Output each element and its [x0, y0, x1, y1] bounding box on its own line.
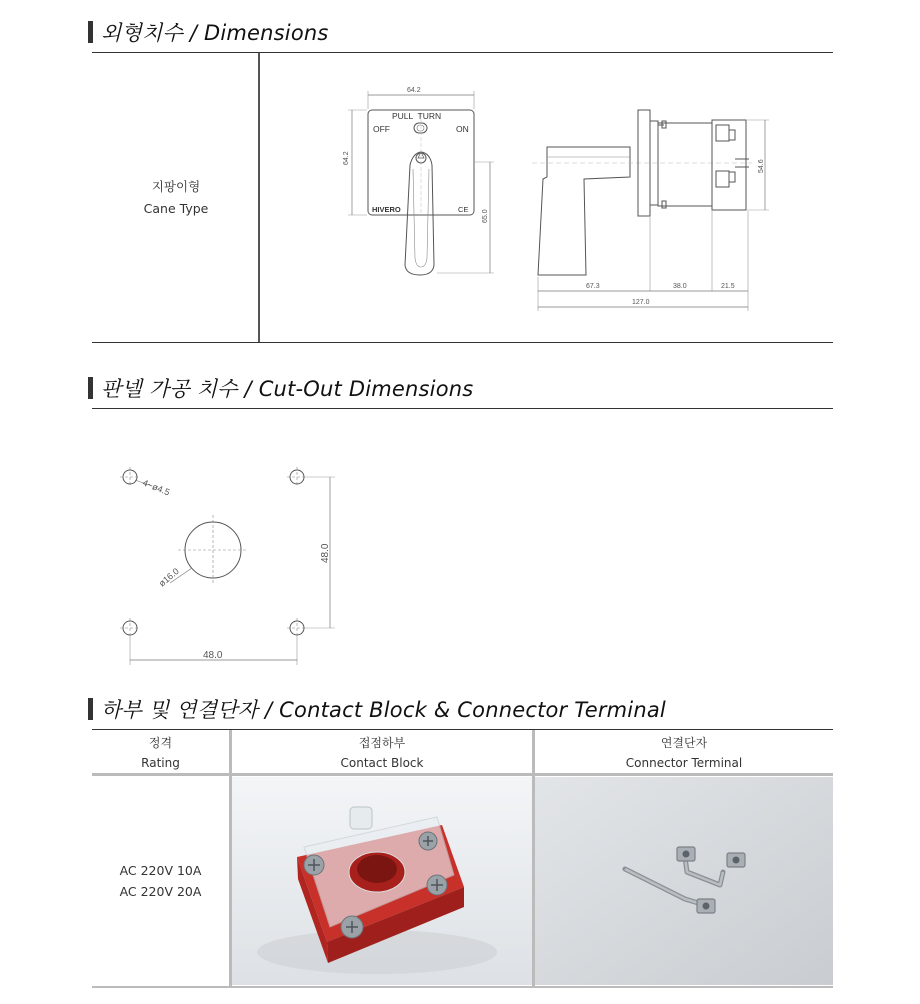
pull-turn-label: PULL TURN	[392, 111, 442, 121]
contact-block-illustration	[232, 777, 532, 985]
dimensions-table	[92, 53, 833, 343]
cutout-section-title	[88, 373, 473, 403]
side-view-labels	[586, 159, 765, 306]
header-contact-block	[232, 730, 532, 775]
rating-10a: AC 220V 10A	[119, 863, 202, 878]
cutout-rule	[92, 408, 833, 409]
dimensions-section-title	[88, 17, 329, 47]
dimension-drawing	[92, 53, 833, 343]
type-english: Cane Type	[143, 201, 209, 216]
contact-section-title	[88, 694, 666, 724]
connector-terminal-photo	[535, 777, 833, 985]
off-label: OFF	[373, 124, 390, 134]
header-connector-terminal	[535, 730, 833, 775]
side-total: 127.0	[632, 299, 650, 306]
side-dim-1: 67.3	[586, 283, 600, 290]
side-height: 54.6	[758, 159, 765, 173]
side-dim-2: 38.0	[673, 283, 687, 290]
title-bar	[88, 698, 93, 720]
dimensions-bottom-rule	[92, 342, 833, 343]
cane-handle	[405, 152, 434, 275]
header-terminal-ko: 연결단자	[660, 735, 708, 750]
contact-title-text: 하부 및 연결단자 / Contact Block & Connector Terminal	[101, 698, 666, 722]
horizontal-dim-label: 48.0	[203, 650, 223, 661]
front-width-label: 64.2	[407, 87, 421, 94]
rating-20a: AC 220V 20A	[119, 884, 202, 899]
header-rating-ko: 정격	[148, 735, 173, 750]
header-rating	[92, 730, 229, 775]
side-lever	[538, 147, 630, 275]
front-view-labels	[343, 87, 489, 223]
cutout-title-text: 판넬 가공 치수 / Cut-Out Dimensions	[101, 377, 474, 401]
side-dim-3: 21.5	[721, 283, 735, 290]
contact-block-photo	[232, 777, 532, 985]
rating-cell	[92, 775, 229, 987]
title-bar	[88, 377, 93, 399]
vertical-dim-label: 48.0	[320, 543, 331, 563]
title-bar	[88, 21, 93, 43]
type-korean: 지팡이형	[151, 179, 201, 194]
header-terminal-en: Connector Terminal	[625, 755, 743, 770]
pull-slot	[414, 123, 427, 133]
brand-label: HIVERO	[372, 205, 401, 214]
side-body	[658, 123, 712, 206]
header-block-en: Contact Block	[340, 755, 424, 770]
header-rating-en: Rating	[141, 755, 180, 770]
header-block-ko: 접점하부	[358, 735, 406, 750]
ce-label: CE	[458, 205, 469, 214]
handle-length-label: 65.0	[482, 209, 489, 223]
center-hole-label: ø16.0	[156, 566, 181, 589]
connector-terminal-illustration	[535, 777, 833, 985]
mount-holes-label: 4~ø4.5	[141, 477, 172, 498]
dimensions-title-text: 외형치수 / Dimensions	[101, 21, 329, 45]
on-label: ON	[456, 124, 469, 134]
cutout-drawing	[100, 455, 360, 675]
front-height-label: 64.2	[343, 151, 350, 165]
side-view	[532, 110, 769, 311]
